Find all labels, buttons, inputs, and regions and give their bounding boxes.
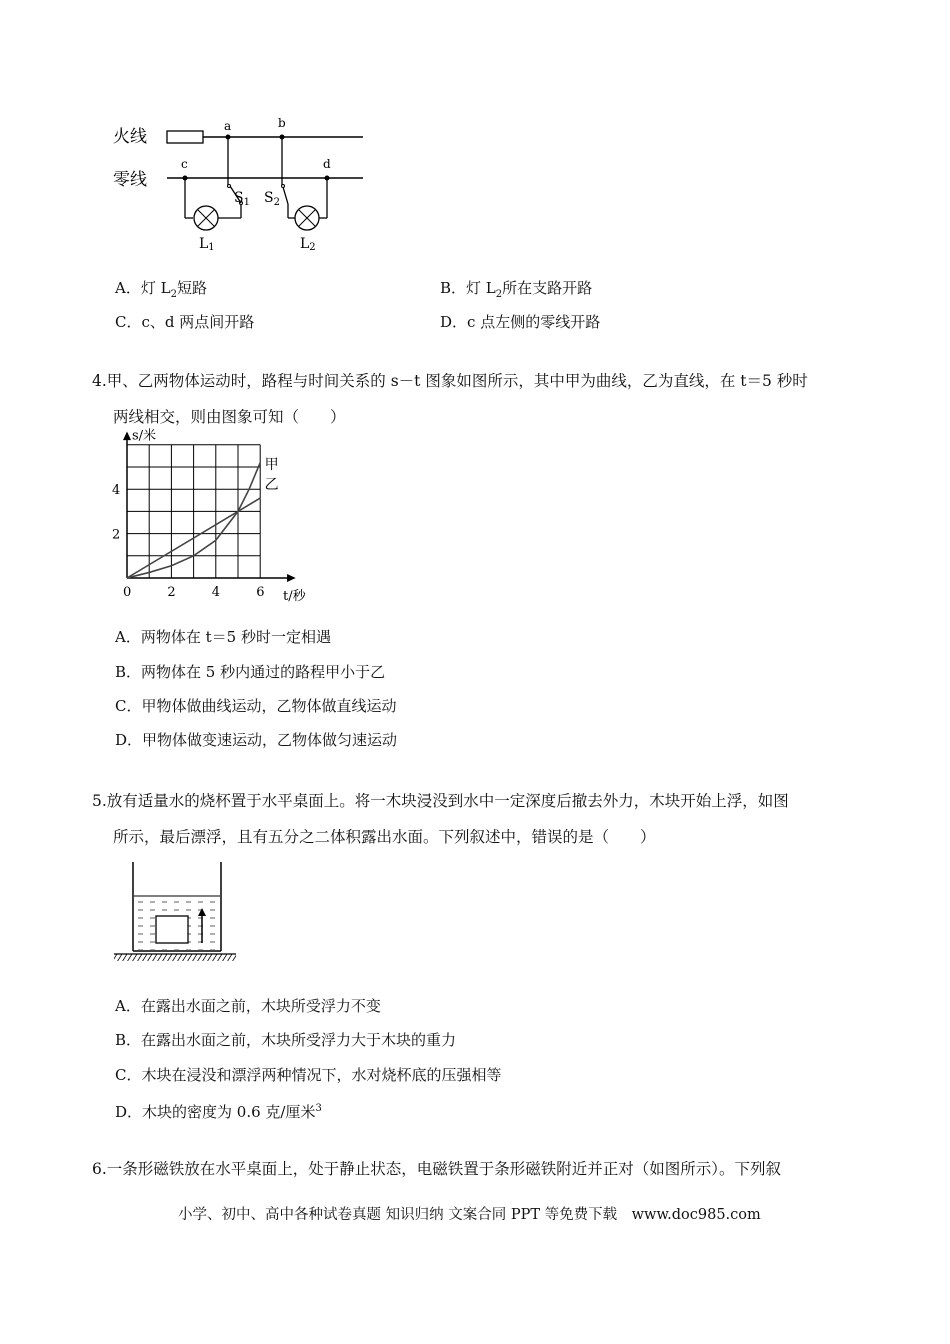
series-label-yi: 乙 bbox=[264, 476, 279, 493]
point-d-label: d bbox=[323, 157, 331, 171]
q6-stem-line1: 6.一条形磁铁放在水平桌面上，处于静止状态，电磁铁置于条形磁铁附近并正对（如图所示）。下列叙 bbox=[92, 1160, 782, 1178]
x-tick-label: 4 bbox=[211, 585, 221, 600]
q5-stem-line1: 5.放有适量水的烧杯置于水平桌面上。将一木块浸没到水中一定深度后撤去外力，木块开始上浮，如图 bbox=[92, 792, 789, 810]
s-t-chart bbox=[105, 428, 320, 608]
q3-option-c: C．c、d 两点间开路 bbox=[115, 313, 255, 331]
neutral-wire-label: 零线 bbox=[113, 170, 147, 190]
wood-block bbox=[156, 916, 188, 943]
x-axis-arrow bbox=[287, 574, 296, 582]
q3-option-d: D．c 点左侧的零线开路 bbox=[440, 313, 601, 331]
switch-s2-sub: 2 bbox=[273, 197, 280, 208]
svg-text:L2 bbox=[300, 236, 316, 253]
lamp-l1-label: L bbox=[199, 236, 209, 252]
x-axis-label: t/秒 bbox=[283, 589, 306, 604]
x-tick-label: 0 bbox=[123, 585, 132, 600]
lamp-l2-label: L bbox=[300, 236, 310, 252]
q5-option-d: D．木块的密度为 0.6 克/厘米$^3$ bbox=[115, 1103, 322, 1121]
q4-option-b: B．两物体在 5 秒内通过的路程甲小于乙 bbox=[115, 663, 386, 681]
y-tick-label: 4 bbox=[112, 483, 121, 499]
fuse bbox=[167, 131, 203, 143]
x-tick-label: 2 bbox=[167, 585, 176, 600]
q5-option-a: A．在露出水面之前，木块所受浮力不变 bbox=[115, 997, 381, 1015]
q3-option-a: A．灯 $L_2$短路 bbox=[115, 279, 207, 300]
series-label-jia: 甲 bbox=[264, 457, 279, 473]
q4-stem-line2: 两线相交，则由图象可知（ ） bbox=[113, 408, 346, 426]
live-wire-label: 火线 bbox=[113, 127, 147, 147]
lamp-l2-sub: 2 bbox=[309, 242, 316, 253]
lamp-l1-sub: 1 bbox=[208, 242, 215, 253]
svg-text:S2 bbox=[264, 190, 280, 208]
q5-option-b: B．在露出水面之前，木块所受浮力大于木块的重力 bbox=[115, 1031, 457, 1049]
y-axis-label: s/米 bbox=[132, 428, 157, 444]
point-b-label: b bbox=[278, 116, 286, 130]
switch-s2 bbox=[283, 187, 288, 204]
beaker-diagram bbox=[112, 858, 242, 963]
q5-stem-line2: 所示，最后漂浮，且有五分之二体积露出水面。下列叙述中，错误的是（ ） bbox=[113, 828, 656, 846]
point-c-label: c bbox=[181, 157, 188, 171]
y-tick-label: 2 bbox=[112, 527, 121, 543]
q5-option-c: C．木块在浸没和漂浮两种情况下，水对烧杯底的压强相等 bbox=[115, 1066, 502, 1084]
svg-text:S1 bbox=[234, 190, 250, 208]
point-a-label: a bbox=[224, 119, 232, 133]
svg-text:L1 bbox=[199, 236, 215, 253]
switch-s2-label: S bbox=[264, 190, 274, 206]
switch-s1-label: S bbox=[234, 190, 244, 206]
q4-option-a: A．两物体在 t＝5 秒时一定相遇 bbox=[115, 628, 331, 646]
q4-option-d: D．甲物体做变速运动，乙物体做匀速运动 bbox=[115, 731, 398, 749]
circuit-diagram bbox=[105, 110, 375, 260]
q4-option-c: C．甲物体做曲线运动，乙物体做直线运动 bbox=[115, 697, 397, 715]
x-tick-label: 6 bbox=[256, 585, 265, 600]
y-axis-arrow bbox=[123, 431, 131, 440]
q4-stem-line1: 4.甲、乙两物体运动时，路程与时间关系的 s－t 图象如图所示，其中甲为曲线，乙为直线，在 t＝5 秒时 bbox=[92, 372, 808, 390]
switch-s1-sub: 1 bbox=[243, 197, 250, 208]
page-footer: 小学、初中、高中各种试卷真题 知识归纳 文案合同 PPT 等免费下载 www.doc985.com bbox=[178, 1207, 761, 1223]
q3-option-b: B．灯 $L_2$所在支路开路 bbox=[440, 279, 593, 300]
